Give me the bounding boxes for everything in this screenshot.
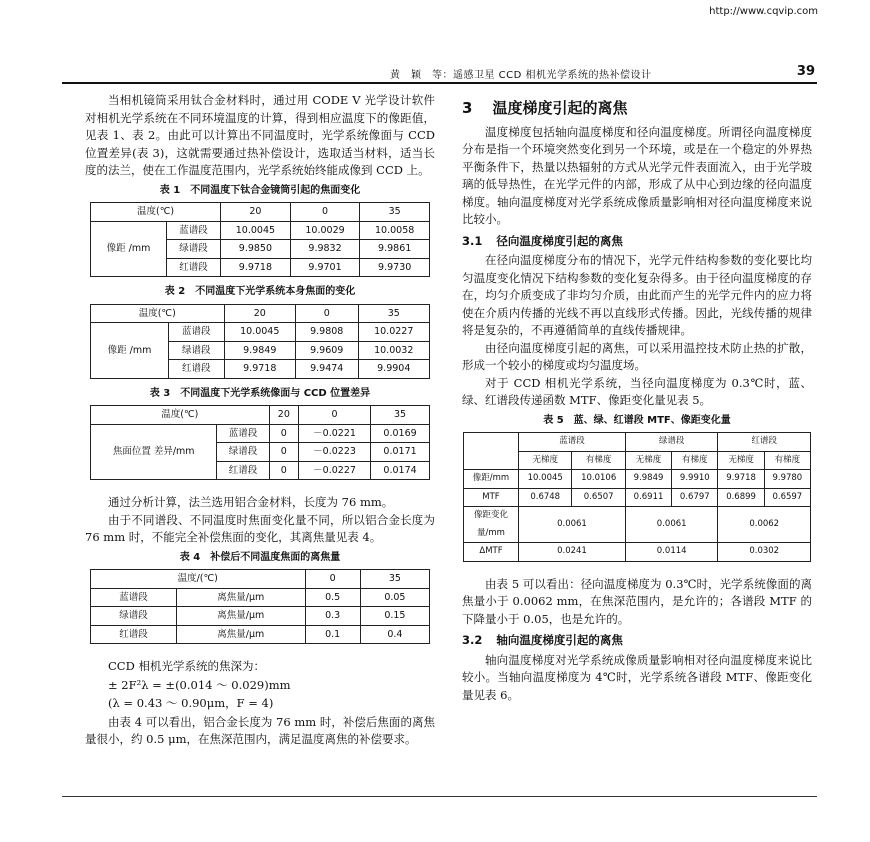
formula: (λ = 0.43 ～ 0.90μm，F = 4) xyxy=(108,696,274,710)
subsection-title: 径向温度梯度引起的离焦 xyxy=(496,233,623,248)
table-cell: 离焦量/μm xyxy=(177,625,305,644)
table-cell: 0 xyxy=(269,443,298,462)
table-cell: 10.0106 xyxy=(572,470,625,489)
table-cell: 9.9718 xyxy=(718,470,764,489)
table-cell: 绿谱段 xyxy=(167,240,221,259)
table-header-cell: 温度(℃) xyxy=(91,406,270,425)
table-cell: 0.0169 xyxy=(371,424,430,443)
table-header-cell: 无梯度 xyxy=(718,451,764,470)
table-cell: 蓝谱段 xyxy=(169,323,225,342)
table-4 xyxy=(90,569,430,644)
table-cell: 0.0062 xyxy=(718,507,811,543)
subsection-title: 轴向温度梯度引起的离焦 xyxy=(496,633,623,647)
table-3 xyxy=(90,405,430,480)
row-label-cell: 像距 /mm xyxy=(91,323,169,379)
table-cell: 9.9910 xyxy=(672,470,718,489)
table-cell: 9.9780 xyxy=(764,470,810,489)
paragraph: 由于不同谱段、不同温度时焦面变化量不同，所以铝合金长度为 76 mm 时，不能完全补偿焦面的变化，其离焦量见表 4。 xyxy=(85,512,435,544)
table-5-caption: 表 5 蓝、绿、红谱段 MTF、像距变化量 xyxy=(543,414,731,426)
table-cell: 0.6597 xyxy=(764,488,810,507)
table-header-cell: 无梯度 xyxy=(625,451,671,470)
subsection-heading xyxy=(462,233,812,251)
section-number: 3 xyxy=(462,99,473,117)
row-label-cell: 像距变化量/mm xyxy=(464,507,519,543)
table-header-cell: 0 xyxy=(295,304,358,323)
paragraph: 由表 5 可以看出：径向温度梯度为 0.3℃时，光学系统像面的离焦量小于 0.0062 mm，在焦深范围内，是允许的；各谱段 MTF 的下降量小于 0.05，也是允许的。 xyxy=(462,576,812,626)
paragraph: 轴向温度梯度对光学系统成像质量影响相对径向温度梯度来说比较小。当轴向温度梯度为 4℃时，光学系统各谱段 MTF、像距变化量见表 6。 xyxy=(462,652,812,702)
table-cell: 0.0174 xyxy=(371,461,430,480)
table-cell: 10.0227 xyxy=(358,323,430,342)
table-header-cell: 35 xyxy=(360,570,429,589)
table-header-cell xyxy=(464,433,519,470)
table-header-cell: 0 xyxy=(299,406,371,425)
paragraph: 对于 CCD 相机光学系统，当径向温度梯度为 0.3℃时，蓝、绿、红谱段传递函数 MTF、像距变化量见表 5。 xyxy=(462,375,812,407)
table-cell: 0.6911 xyxy=(625,488,671,507)
paragraph: 温度梯度包括轴向温度梯度和径向温度梯度。所谓径向温度梯度分布是指一个环境突然变化到另一个环境，或是在一个稳定的外界热平衡条件下，热量以热辐射的方式从光学元件表面流入，由于光学玻璃的低导热性，在光学元件的内部，形成了从中心到边缘的径向温度梯度。轴向温度梯度对光学系统成像质量影响相对径向温度梯度来说比较小。 xyxy=(462,124,812,226)
table-cell: －0.0227 xyxy=(299,461,371,480)
table-cell: 9.9701 xyxy=(290,258,360,277)
table-header-cell: 20 xyxy=(224,304,295,323)
table-cell: 蓝谱段 xyxy=(167,221,221,240)
table-cell: 10.0045 xyxy=(224,323,295,342)
table-header-cell: 20 xyxy=(221,203,291,222)
table-cell: 0.0114 xyxy=(625,543,718,562)
subsection-number: 3.2 xyxy=(462,633,483,647)
table-cell: 离焦量/μm xyxy=(177,588,305,607)
paragraph: 通过分析计算，法兰选用铝合金材料，长度为 76 mm。 xyxy=(108,495,394,509)
table-cell: 红谱段 xyxy=(169,360,225,379)
table-header-cell: 无梯度 xyxy=(519,451,572,470)
table-cell: 9.9861 xyxy=(360,240,430,259)
table-cell: 0.0061 xyxy=(625,507,718,543)
table-cell: 9.9850 xyxy=(221,240,291,259)
table-header-cell: 蓝谱段 xyxy=(519,433,626,452)
row-label-cell: MTF xyxy=(464,488,519,507)
table-cell: 10.0058 xyxy=(360,221,430,240)
table-cell: 9.9718 xyxy=(224,360,295,379)
table-cell: 红谱段 xyxy=(217,461,269,480)
right-column xyxy=(462,92,812,704)
paragraph: 在径向温度梯度分布的情况下，光学元件结构参数的变化要比均匀温度变化情况下结构参数的变化复杂得多。由于径向温度梯度的存在，均匀介质变成了非均匀介质，由此而产生的光学元件内的应力将使在介质内传播的光线不再以直线形式传播。因此，光线传播的规律将是复杂的，不再遵循简单的直线传播规律。 xyxy=(462,253,812,337)
paragraph: 由表 4 可以看出，铝合金长度为 76 mm 时，补偿后焦面的离焦量很小，约 0.5 μm，在焦深范围内，满足温度离焦的补偿要求。 xyxy=(85,714,435,746)
table-cell: 0.4 xyxy=(360,625,429,644)
table-header-cell: 有梯度 xyxy=(672,451,718,470)
table-cell: 0.6748 xyxy=(519,488,572,507)
table-cell: 0.6899 xyxy=(718,488,764,507)
table-cell: 0.0061 xyxy=(519,507,626,543)
table-cell: －0.0223 xyxy=(299,443,371,462)
table-header-cell: 有梯度 xyxy=(764,451,810,470)
table-5 xyxy=(463,432,811,562)
table-cell: 0.05 xyxy=(360,588,429,607)
table-cell: 蓝谱段 xyxy=(217,424,269,443)
row-label-cell: ΔMTF xyxy=(464,543,519,562)
table-cell: 0.0302 xyxy=(718,543,811,562)
table-cell: 0.5 xyxy=(305,588,360,607)
table-cell: 9.9849 xyxy=(625,470,671,489)
subsection-heading xyxy=(462,632,812,650)
table-1 xyxy=(90,202,430,277)
table-cell: 0.6507 xyxy=(572,488,625,507)
paragraph: 当相机镜筒采用钛合金材料时，通过用 CODE V 光学设计软件对相机光学系统在不同环境温度的计算，得到相应温度下的像距值，见表 1、表 2。由此可以计算出不同温度时，光学系统像面与 CCD 位置差异(表 3)，这就需要通过热补偿设计，选取适当材料，适当长度的法兰，使在工作温度范围内，光学系统始终能成像到 CCD 上。 xyxy=(85,93,435,177)
table-1-caption: 表 1 不同温度下钛合金镜筒引起的焦面变化 xyxy=(159,184,361,196)
table-cell: 9.9849 xyxy=(224,341,295,360)
running-header-title: 黄 颖 等：遥感卫星 CCD 相机光学系统的热补偿设计 xyxy=(390,70,652,81)
table-cell: 0.15 xyxy=(360,607,429,626)
table-header-cell: 35 xyxy=(371,406,430,425)
table-header-cell: 0 xyxy=(305,570,360,589)
table-cell: 9.9832 xyxy=(290,240,360,259)
section-title: 温度梯度引起的离焦 xyxy=(492,99,628,117)
table-cell: 9.9730 xyxy=(360,258,430,277)
table-cell: 9.9808 xyxy=(295,323,358,342)
table-header-cell: 0 xyxy=(290,203,360,222)
table-cell: 0.3 xyxy=(305,607,360,626)
formula: ± 2F²λ = ±(0.014 ～ 0.029)mm xyxy=(108,677,291,692)
table-3-caption: 表 3 不同温度下光学系统像面与 CCD 位置差异 xyxy=(149,387,371,399)
table-cell: 0.0241 xyxy=(519,543,626,562)
row-label-cell: 像距/mm xyxy=(464,470,519,489)
table-cell: 蓝谱段 xyxy=(91,588,177,607)
table-header-cell: 绿谱段 xyxy=(625,433,718,452)
source-url[interactable]: http://www.cqvip.com xyxy=(709,6,818,17)
table-cell: 0.6797 xyxy=(672,488,718,507)
table-cell: －0.0221 xyxy=(299,424,371,443)
table-cell: 绿谱段 xyxy=(91,607,177,626)
table-cell: 绿谱段 xyxy=(217,443,269,462)
table-cell: 9.9474 xyxy=(295,360,358,379)
table-header-cell: 有梯度 xyxy=(572,451,625,470)
table-cell: 绿谱段 xyxy=(169,341,225,360)
table-cell: 10.0032 xyxy=(358,341,430,360)
paragraph: CCD 相机光学系统的焦深为： xyxy=(108,659,265,673)
row-label-cell: 焦面位置 差异/mm xyxy=(91,424,217,480)
table-header-cell: 35 xyxy=(358,304,430,323)
table-header-cell: 温度/(℃) xyxy=(91,570,306,589)
table-cell: 10.0029 xyxy=(290,221,360,240)
table-cell: 0 xyxy=(269,461,298,480)
page-number: 39 xyxy=(796,64,815,79)
table-cell: 9.9904 xyxy=(358,360,430,379)
paragraph: 由径向温度梯度引起的离焦，可以采用温控技术防止热的扩散，形成一个较小的梯度或均匀温度场。 xyxy=(462,340,812,372)
table-cell: 0 xyxy=(269,424,298,443)
table-header-cell: 20 xyxy=(269,406,298,425)
table-header-cell: 温度(℃) xyxy=(91,203,221,222)
table-cell: 10.0045 xyxy=(221,221,291,240)
table-header-cell: 35 xyxy=(360,203,430,222)
running-header xyxy=(62,64,817,84)
table-cell: 0.0171 xyxy=(371,443,430,462)
table-cell: 离焦量/μm xyxy=(177,607,305,626)
table-header-cell: 红谱段 xyxy=(718,433,811,452)
footer-rule xyxy=(62,796,817,797)
table-cell: 10.0045 xyxy=(519,470,572,489)
table-cell: 红谱段 xyxy=(167,258,221,277)
section-heading xyxy=(462,100,812,118)
table-4-caption: 表 4 补偿后不同温度焦面的离焦量 xyxy=(179,551,341,563)
subsection-number: 3.1 xyxy=(462,233,483,248)
table-2-caption: 表 2 不同温度下光学系统本身焦面的变化 xyxy=(164,286,356,297)
table-cell: 9.9609 xyxy=(295,341,358,360)
row-label-cell: 像距 /mm xyxy=(91,221,167,277)
left-column xyxy=(85,92,435,749)
table-cell: 9.9718 xyxy=(221,258,291,277)
table-2 xyxy=(90,304,430,379)
table-cell: 0.1 xyxy=(305,625,360,644)
table-cell: 红谱段 xyxy=(91,625,177,644)
table-header-cell: 温度(℃) xyxy=(91,304,225,323)
